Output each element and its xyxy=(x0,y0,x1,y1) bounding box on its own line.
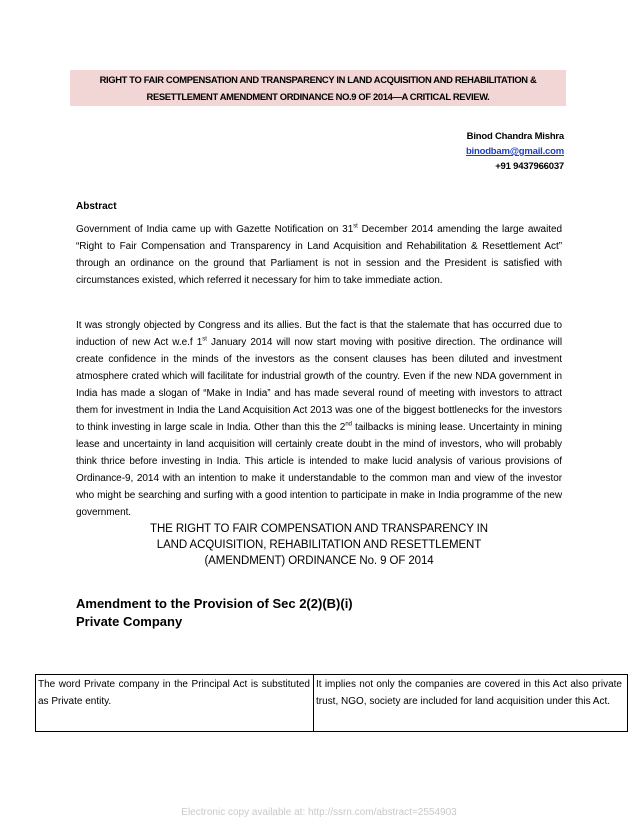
abstract-paragraph-1: Government of India came up with Gazette Notification on 31st December 2014 amending the large awaited “Right to Fair Compensation and Transparency in Land Acquisition and Rehabilitation & Resettlement Act” through an ordinance on the ground that Parliament is not in session and the President is satisfied with circumstances existed, which referred it necessary for him to take immediate action. xyxy=(76,223,562,286)
title-banner xyxy=(70,70,566,106)
section-heading: Amendment to the Provision of Sec 2(2)(B)(i) xyxy=(76,596,353,611)
ordinance-heading-line-1: THE RIGHT TO FAIR COMPENSATION AND TRANSPARENCY IN xyxy=(150,523,488,535)
section-subheading: Private Company xyxy=(76,614,183,629)
abstract-heading: Abstract xyxy=(76,201,117,212)
author-phone: +91 9437966037 xyxy=(495,161,564,172)
ordinance-heading-line-3: (AMENDMENT) ORDINANCE No. 9 OF 2014 xyxy=(204,555,434,567)
author-name: Binod Chandra Mishra xyxy=(466,131,564,142)
paper-title-line-1: RIGHT TO FAIR COMPENSATION AND TRANSPARENCY IN LAND ACQUISITION AND REHABILITATION & xyxy=(99,74,537,85)
ordinance-heading-line-2: LAND ACQUISITION, REHABILITATION AND RESETTLEMENT xyxy=(156,539,482,551)
table-cell-principal-act: The word Private company in the Principal Act is substituted as Private entity. xyxy=(36,675,314,731)
ssrn-footer-watermark: Electronic copy available at: http://ssrn.com/abstract=2554903 xyxy=(181,807,457,818)
table-cell-implication: It implies not only the companies are covered in this Act also private trust, NGO, society are included for land acquisition under this Act. xyxy=(316,679,622,707)
amendment-table xyxy=(35,674,628,732)
ordinance-heading xyxy=(76,521,562,569)
abstract-paragraph-2: It was strongly objected by Congress and its allies. But the fact is that the stalemate that has occurred due to induction of new Act w.e.f 1st January 2014 will now start moving with positive direction. The ordinance will create confidence in the minds of the investors as the consent clauses has been diluted and investment atmosphere crated which will facilitate for industrial growth of the country. Even if the new NDA government in India has made a slogan of “Make in India” and has made several round of meeting with investors to attract them for investment in India the Land Acquisition Act 2013 was one of the biggest bottlenecks for the investors to think investing in large scale in India. Other than this the 2nd tailbacks is mining lease. Uncertainty in mining lease and uncertainty in land acquisition will certainly create doubt in the mind of investors, who will probably think thrice before investing in India. This article is intended to make lucid analysis of various provisions of Ordinance-9, 2014 with an intention to make it understandable to the common man and view of the investor who might be searching and surfing with a good intention to participate in make in India programme of the new government. xyxy=(76,320,562,518)
paper-title-line-2: RESETTLEMENT AMENDMENT ORDINANCE NO.9 OF 2014—A CRITICAL REVIEW. xyxy=(146,91,490,102)
author-email-link[interactable]: binodbam@gmail.com xyxy=(465,146,564,157)
